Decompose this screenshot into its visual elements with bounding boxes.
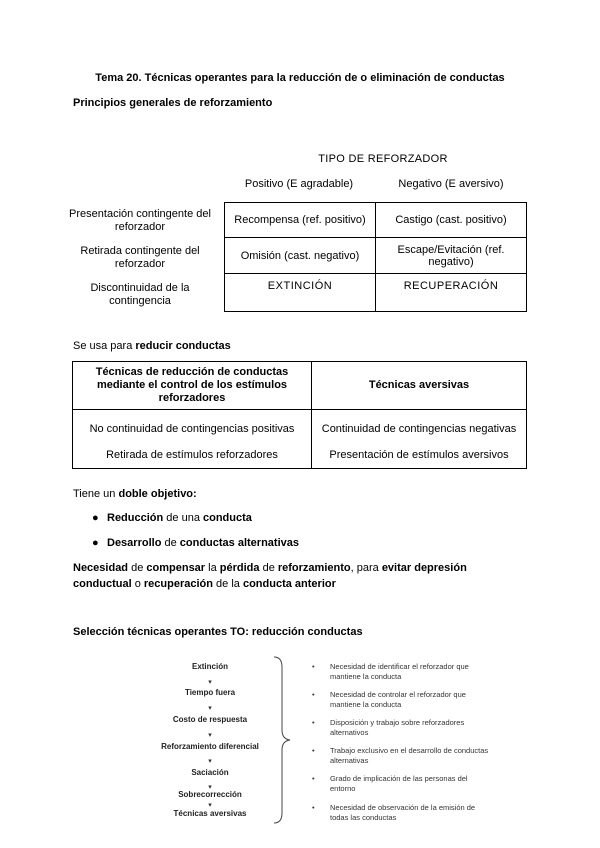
tech-cell: Continuidad de contingencias negativas bbox=[312, 410, 527, 443]
reinforcer-type-header: TIPO DE REFORZADOR bbox=[318, 153, 448, 165]
section-heading-principles: Principios generales de reforzamiento bbox=[73, 97, 273, 109]
row-label-discontinuity: Discontinuidad de la contingencia bbox=[90, 282, 190, 307]
arrow-down-icon: ▾ bbox=[208, 758, 212, 765]
tech-cell: Retirada de estímulos reforzadores bbox=[73, 442, 312, 469]
usage-prefix: Se usa para bbox=[73, 340, 136, 352]
reinforcer-grid bbox=[224, 202, 527, 312]
tech-cell: Presentación de estímulos aversivos bbox=[312, 442, 527, 469]
diagram-technique: Extinción bbox=[191, 662, 228, 671]
objective-prefix: Tiene un bbox=[73, 488, 119, 500]
cell-recovery: RECUPERACIÓN bbox=[376, 274, 527, 312]
brace-icon bbox=[272, 655, 294, 825]
bullet-icon: ● bbox=[92, 537, 99, 549]
bullet-icon: ● bbox=[92, 512, 99, 524]
cell-punishment: Castigo (cast. positivo) bbox=[376, 203, 527, 238]
objective-emphasis: doble objetivo: bbox=[118, 488, 197, 500]
techniques-table bbox=[72, 361, 527, 469]
diagram-technique: Saciación bbox=[191, 768, 229, 777]
necessity-paragraph: Necesidad de compensar la pérdida de reforzamiento, para evitar depresión conductual o recuperación de la conducta anterior bbox=[73, 562, 467, 590]
arrow-down-icon: ▾ bbox=[208, 802, 212, 809]
diagram-technique: Reforzamiento diferencial bbox=[161, 742, 259, 751]
cell-omission: Omisión (cast. negativo) bbox=[225, 238, 376, 274]
arrow-down-icon: ▾ bbox=[208, 679, 212, 686]
usage-line bbox=[73, 340, 231, 352]
list-item: ● Reducción de una conducta bbox=[92, 512, 252, 524]
header-stimulus-control: Técnicas de reducción de conductas mediante el control de los estímulos reforzadores bbox=[73, 362, 312, 410]
arrow-down-icon: ▾ bbox=[208, 732, 212, 739]
arrow-down-icon: ▾ bbox=[208, 784, 212, 791]
column-header-positive: Positivo (E agradable) bbox=[244, 178, 354, 190]
page-title: Tema 20. Técnicas operantes para la reducción de o eliminación de conductas bbox=[95, 72, 505, 84]
tech-cell: No continuidad de contingencias positivas bbox=[73, 410, 312, 443]
list-item: ● Desarrollo de conductas alternativas bbox=[92, 537, 299, 549]
row-label-withdrawal: Retirada contingente del reforzador bbox=[80, 245, 200, 270]
cell-extinction: EXTINCIÓN bbox=[225, 274, 376, 312]
diagram-technique: Costo de respuesta bbox=[172, 715, 248, 724]
header-aversive: Técnicas aversivas bbox=[312, 362, 527, 410]
diagram-technique: Tiempo fuera bbox=[184, 688, 236, 697]
arrow-down-icon: ▾ bbox=[208, 705, 212, 712]
row-label-presentation: Presentación contingente del reforzador bbox=[69, 208, 211, 233]
column-header-negative: Negativo (E aversivo) bbox=[398, 178, 504, 190]
objective-line bbox=[73, 488, 197, 500]
cell-escape-avoidance: Escape/Evitación (ref. negativo) bbox=[376, 238, 527, 274]
diagram-technique: Técnicas aversivas bbox=[173, 809, 247, 818]
usage-emphasis: reducir conductas bbox=[135, 340, 231, 352]
section-heading-selection: Selección técnicas operantes TO: reducción conductas bbox=[73, 626, 363, 638]
diagram-technique: Sobrecorrección bbox=[178, 790, 242, 799]
cell-reward: Recompensa (ref. positivo) bbox=[225, 203, 376, 238]
